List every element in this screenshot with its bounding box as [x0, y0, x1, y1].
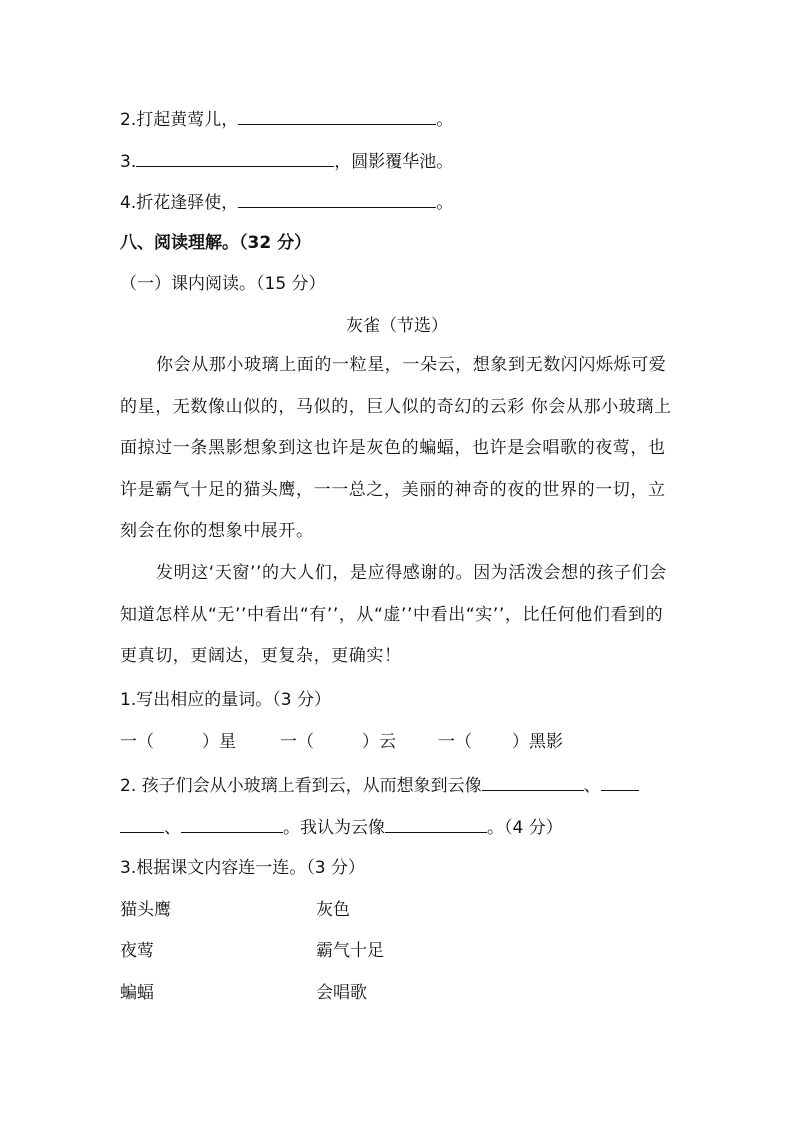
q1-item-1-suffix: ）星	[202, 732, 236, 752]
q1-item-2-suffix: ）云	[362, 732, 396, 752]
q2-blank-4[interactable]	[385, 814, 487, 833]
poem-line-2-num: 2.	[120, 110, 137, 130]
subsection-heading: （一）课内阅读。（15 分）	[120, 274, 326, 294]
poem-line-3-blank[interactable]	[136, 148, 334, 167]
poem-line-4-text: 折花逢驿使，	[136, 193, 239, 213]
q3-left-3[interactable]: 蝙蝠	[120, 983, 154, 1003]
q2-blank-2b[interactable]	[120, 814, 164, 833]
q1-item-3	[438, 730, 563, 754]
q2-blank-2a[interactable]	[601, 772, 639, 791]
poem-line-3-text: ，圆影覆华池。	[334, 152, 454, 172]
passage-paragraph-1: 你会从那小玻璃上面的一粒星，一朵云，想象到无数闪闪烁烁可爱的星，无数像山似的，马似的，巨人似的奇幻的云彩 你会从那小玻璃上面掠过一条黑影想象到这也许是灰色的蝙蝠，也许是会唱歌的夜莺，也许是霸气十足的猫头鹰，一一总之，美丽的神奇的夜的世界的一切，立刻会在你的想象中展开。	[120, 355, 672, 541]
q1-item-2	[280, 730, 396, 754]
q3-right-2[interactable]: 霸气十足	[316, 941, 384, 961]
q2-line-2	[120, 814, 563, 840]
q3-right-1[interactable]: 灰色	[316, 900, 350, 920]
q1-prompt: 1.写出相应的量词。（3 分）	[120, 690, 331, 710]
q1-item-1-prefix: 一（	[120, 732, 154, 752]
q1-item-3-suffix: ）黑影	[512, 732, 563, 752]
poem-line-4-end: 。	[436, 193, 454, 213]
poem-line-4	[120, 189, 453, 215]
q2-text-1: 2. 孩子们会从小玻璃上看到云，从而想象到云像	[120, 776, 482, 796]
q3-right-3[interactable]: 会唱歌	[316, 983, 367, 1003]
passage-paragraph-2: 发明这‘天窗’’的大人们，是应得感谢的。因为活泼会想的孩子们会知道怎样从“无’’中看出“有’’，从“虚’’中看出“实’’，比任何他们看到的更真切，更阔达，更复杂，更确实！	[120, 563, 667, 666]
q1-item-2-prefix: 一（	[280, 732, 314, 752]
q3-left-2[interactable]: 夜莺	[120, 941, 154, 961]
section-heading: 八、阅读理解。（32 分）	[120, 233, 312, 253]
q2-line-1	[120, 772, 639, 798]
q2-text-3: 。（4 分）	[487, 818, 563, 838]
poem-line-3	[120, 148, 453, 174]
q2-blank-1[interactable]	[482, 772, 584, 791]
q3-prompt: 3.根据课文内容连一连。（3 分）	[120, 858, 365, 878]
poem-line-2-end: 。	[436, 110, 454, 130]
poem-line-4-num: 4.	[120, 193, 137, 213]
q3-left-1[interactable]: 猫头鹰	[120, 900, 171, 920]
poem-line-2	[120, 106, 453, 132]
poem-line-2-text: 打起黄莺儿，	[136, 110, 239, 130]
q2-blank-3[interactable]	[181, 814, 283, 833]
q2-sep-2: 、	[164, 818, 181, 838]
poem-line-4-blank[interactable]	[238, 189, 436, 208]
q1-item-1	[120, 730, 236, 754]
passage-title: 灰雀（节选）	[346, 316, 448, 336]
q2-sep-1: 、	[583, 776, 601, 796]
q2-text-2: 。我认为云像	[283, 818, 385, 838]
poem-line-3-num: 3.	[120, 152, 137, 172]
q1-item-3-prefix: 一（	[438, 732, 472, 752]
poem-line-2-blank[interactable]	[238, 106, 436, 125]
